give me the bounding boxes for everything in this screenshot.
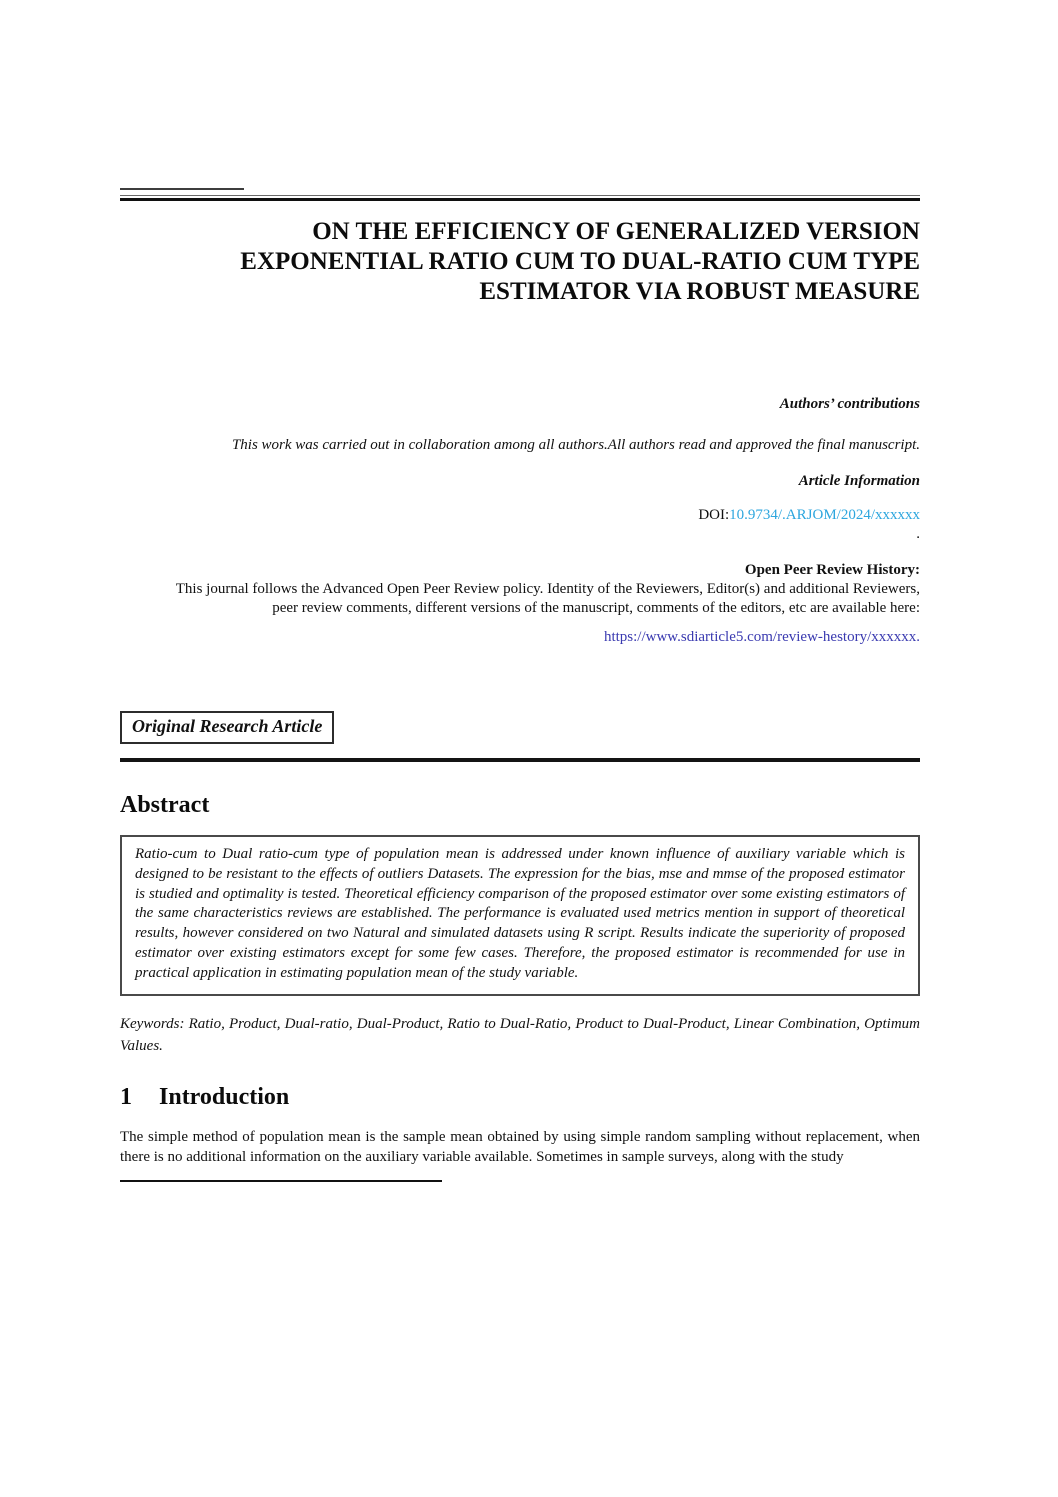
doi-line [120,506,920,525]
article-meta-block [120,395,920,647]
section-number: 1 [120,1083,132,1110]
paper-title-line2: EXPONENTIAL RATIO CUM TO DUAL-RATIO CUM TYPE [240,248,920,275]
abstract-heading: Abstract [120,792,210,818]
authors-contributions-text: This work was carried out in collaboration among all authors.All authors read and approved the final manuscript. [231,437,920,453]
open-peer-review-line2: peer review comments, different versions of the manuscript, comments of the editors, etc are available here: [272,600,920,616]
keywords-text: Keywords: Ratio, Product, Dual-ratio, Dual-Product, Ratio to Dual-Ratio, Product to Dual-Product, Linear Combination, Optimum Values. [120,1015,920,1054]
review-history-link[interactable]: https://www.sdiarticle5.com/review-hestory/xxxxxx. [603,629,920,645]
introduction-paragraph: The simple method of population mean is the sample mean obtained by using simple random sampling without replacement, when there is no additional information on the auxiliary variable available. Sometimes in sample surveys, along with the study [120,1128,920,1165]
doi-label: DOI: [698,507,730,523]
paper-title-line3: ESTIMATOR VIA ROBUST MEASURE [479,278,920,305]
review-history-line [120,628,920,647]
open-peer-review-heading: Open Peer Review History: [744,562,920,578]
paper-title-line1: ON THE EFFICIENCY OF GENERALIZED VERSION [312,218,920,245]
footnote-rule [120,1180,442,1182]
doi-link[interactable]: 10.9734/.ARJOM/2024/xxxxxx [729,507,920,523]
article-type-badge: Original Research Article [120,711,334,744]
header-double-rule [120,195,920,201]
introduction-heading [120,1084,920,1111]
article-information-heading: Article Information [798,473,920,489]
open-peer-review-line1: This journal follows the Advanced Open Peer Review policy. Identity of the Reviewers, Editor(s) and additional Reviewers, [175,581,920,597]
section-divider-rule [120,758,920,762]
abstract-box [120,835,920,996]
section-title: Introduction [159,1083,290,1110]
header-short-rule [120,188,244,190]
doi-trailing-period: . [916,526,920,542]
paper-title [120,217,920,307]
abstract-text: Ratio-cum to Dual ratio-cum type of population mean is addressed under known influence of auxiliary variable which is designed to be resistant to the effects of outliers Datasets. The expression for the bias, mse and mmse of the proposed estimator is studied and optimality is tested. Theoretical efficiency comparison of the proposed estimator over some existing estimators of the same characteristics reviews are established. The performance is evaluated used metrics mention in support of theoretical results, however considered on two Natural and simulated datasets using R script. Results indicate the superiority of proposed estimator over existing estimators except for some few cases. Therefore, the proposed estimator is recommended for use in practical application in estimating population mean of the study variable. [135,846,905,981]
authors-contributions-heading: Authors’ contributions [779,396,920,412]
